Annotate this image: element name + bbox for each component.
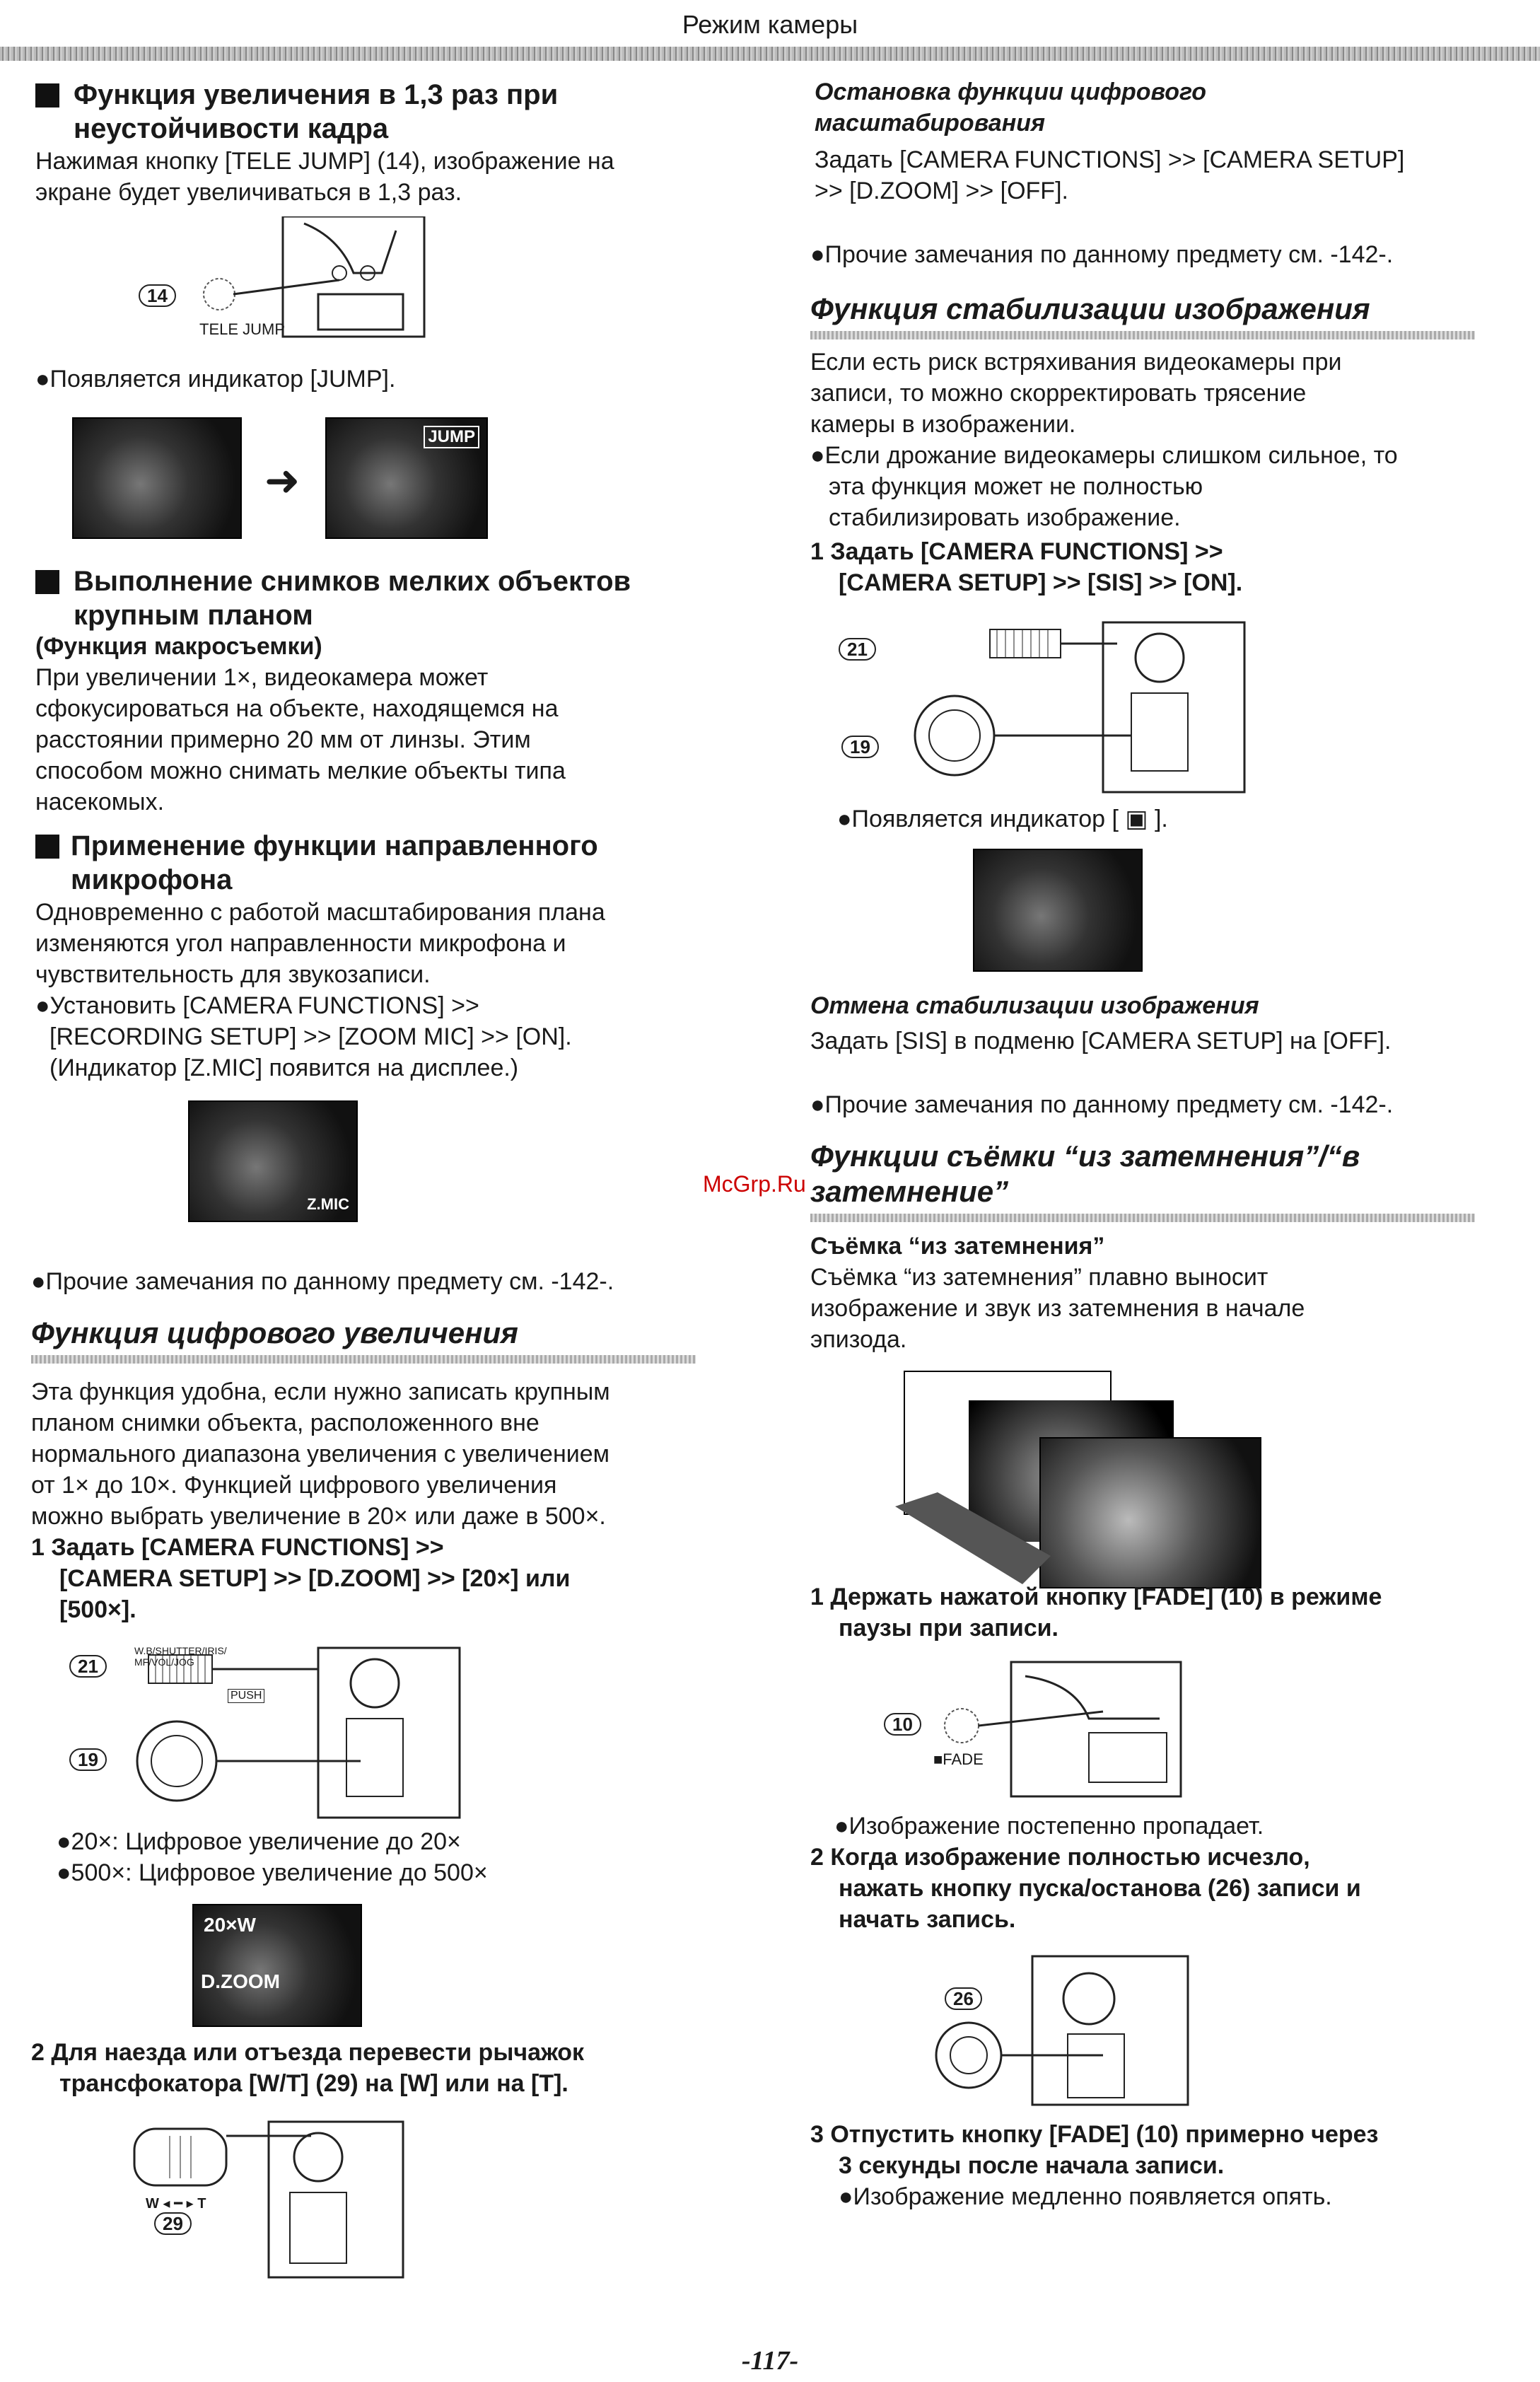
watermark: McGrp.Ru (703, 1171, 806, 1197)
step-1: 1 Держать нажатой кнопку [FADE] (10) в режиме (810, 1584, 1382, 1610)
section-title: неустойчивости кадра (74, 113, 389, 144)
paragraph: Съёмка “из затемнения” плавно выносит (810, 1264, 1268, 1291)
paragraph: способом можно снимать мелкие объекты типа (35, 757, 566, 784)
step-1-cont: [CAMERA SETUP] >> [D.ZOOM] >> [20×] или (59, 1565, 571, 1592)
bullet-text: ●Изображение постепенно пропадает. (834, 1813, 1264, 1840)
fade-arrow-icon (895, 1492, 1051, 1584)
button-number-29: 29 (154, 2212, 192, 2235)
subsection-title: Отмена стабилизации изображения (810, 992, 1259, 1019)
dial-illustration (834, 615, 1259, 799)
photo-after (325, 417, 488, 539)
dial-illustration (64, 1641, 474, 1825)
step-1-cont: [500×]. (59, 1596, 136, 1623)
paragraph: экране будет увеличиваться в 1,3 раз. (35, 179, 462, 206)
paragraph: Задать [CAMERA FUNCTIONS] >> [CAMERA SETUP] (815, 146, 1405, 173)
paragraph: >> [D.ZOOM] >> [OFF]. (815, 178, 1068, 204)
paragraph: записи, то можно скорректировать трясение (810, 380, 1307, 407)
zoom-indicator: 20×W (204, 1914, 256, 1936)
button-number-14: 14 (139, 284, 176, 307)
dzoom-indicator: D.ZOOM (201, 1970, 280, 1992)
section-title: Применение функции направленного (71, 830, 598, 861)
header-band (0, 47, 1540, 61)
bullet-text: ●20×: Цифровое увеличение до 20× (57, 1828, 461, 1855)
paragraph: изменяются угол направленности микрофона и (35, 930, 566, 957)
section-marker (35, 835, 59, 859)
paragraph: можно выбрать увеличение в 20× или даже в 500×. (31, 1503, 606, 1530)
subtitle: Съёмка “из затемнения” (810, 1233, 1105, 1260)
button-number-21: 21 (839, 638, 876, 661)
paragraph: стабилизировать изображение. (829, 504, 1181, 531)
button-number-10: 10 (884, 1713, 921, 1736)
note-text: ●Прочие замечания по данному предмету см. -142-. (31, 1268, 614, 1295)
step-1-cont: паузы при записи. (839, 1615, 1058, 1642)
note-text: ●Прочие замечания по данному предмету см. -142-. (810, 241, 1394, 268)
paragraph: камеры в изображении. (810, 411, 1076, 438)
paragraph: изображение и звук из затемнения в начале (810, 1295, 1305, 1322)
page-header (0, 0, 1540, 61)
paragraph: планом снимки объекта, расположенного вне (31, 1410, 539, 1436)
step-2-cont: нажать кнопку пуска/останова (26) записи и (839, 1875, 1361, 1902)
page-title: Режим камеры (682, 10, 858, 39)
step-3-cont: 3 секунды после начала записи. (839, 2152, 1225, 2179)
step-2: 2 Для наезда или отъезда перевести рычажок (31, 2039, 585, 2066)
bullet-text: ●Установить [CAMERA FUNCTIONS] >> (35, 992, 479, 1019)
section-marker (35, 83, 59, 108)
wt-label: W ◂ ━ ▸ T (146, 2196, 206, 2212)
paragraph: эта функция может не полностью (829, 473, 1203, 500)
fade-frame-front (1039, 1437, 1261, 1588)
paragraph: сфокусироваться на объекте, находящемся на (35, 695, 559, 722)
page-number: -117- (741, 2346, 799, 2376)
bullet-text: ●Если дрожание видеокамеры слишком сильное, то (810, 442, 1398, 469)
section-heading: Функция цифрового увеличения (31, 1316, 518, 1349)
record-button-illustration (926, 1949, 1195, 2112)
jump-indicator: JUMP (424, 426, 479, 448)
note-text: ●Прочие замечания по данному предмету см. -142-. (810, 1091, 1394, 1118)
step-1: 1 Задать [CAMERA FUNCTIONS] >> (810, 538, 1223, 565)
arrow-right-icon: ➜ (264, 457, 301, 504)
step-2: 2 Когда изображение полностью исчезло, (810, 1844, 1310, 1871)
paragraph: Эта функция удобна, если нужно записать крупным (31, 1378, 610, 1405)
bullet-text: ●Появляется индикатор [ ▣ ]. (837, 806, 1168, 832)
step-1: 1 Задать [CAMERA FUNCTIONS] >> (31, 1534, 444, 1561)
paragraph: Если есть риск встряхивания видеокамеры при (810, 349, 1342, 376)
button-number-19: 19 (841, 736, 879, 758)
heading-rule (810, 1214, 1475, 1222)
paragraph: Одновременно с работой масштабирования плана (35, 899, 605, 926)
push-label: PUSH (228, 1689, 264, 1703)
step-3: 3 Отпустить кнопку [FADE] (10) примерно через (810, 2121, 1379, 2148)
photo-zmic (188, 1100, 358, 1222)
button-number-26: 26 (945, 1987, 982, 2010)
paragraph: расстоянии примерно 20 мм от линзы. Этим (35, 726, 531, 753)
paragraph: (Индикатор [Z.MIC] появится на дисплее.) (49, 1055, 519, 1081)
step-2-cont: начать запись. (839, 1906, 1016, 1933)
bullet-text: ●500×: Цифровое увеличение до 500× (57, 1859, 488, 1886)
section-title: крупным планом (74, 600, 313, 631)
paragraph: Нажимая кнопку [TELE JUMP] (14), изображение на (35, 148, 614, 175)
photo-sis (973, 849, 1143, 972)
section-title: Выполнение снимков мелких объектов (74, 566, 631, 597)
tele-jump-label: TELE JUMP (199, 320, 286, 338)
photo-dzoom (192, 1904, 362, 2027)
dial-label: W.B/SHUTTER/IRIS/ MF/VOL/JOG (134, 1645, 227, 1668)
paragraph: от 1× до 10×. Функцией цифрового увеличения (31, 1472, 557, 1499)
paragraph: Задать [SIS] в подменю [CAMERA SETUP] на [OFF]. (810, 1028, 1392, 1055)
photo-before (72, 417, 242, 539)
zmic-indicator: Z.MIC (307, 1195, 349, 1213)
paragraph: эпизода. (810, 1326, 907, 1353)
bullet-text: ●Изображение медленно появляется опять. (839, 2183, 1332, 2210)
heading-rule (31, 1355, 696, 1364)
bullet-text: ●Появляется индикатор [JUMP]. (35, 366, 396, 393)
section-heading: Функции съёмки “из затемнения”/“в (810, 1139, 1360, 1173)
paragraph: [RECORDING SETUP] >> [ZOOM MIC] >> [ON]. (49, 1023, 572, 1050)
section-heading: Функция стабилизации изображения (810, 292, 1370, 325)
paragraph: чувствительность для звукозаписи. (35, 961, 431, 988)
section-title: Функция увеличения в 1,3 раз при (74, 79, 559, 110)
fade-button-illustration (877, 1655, 1188, 1803)
step-2-cont: трансфокатора [W/T] (29) на [W] или на [T]. (59, 2070, 568, 2097)
section-title: микрофона (71, 864, 233, 895)
fade-label: ■FADE (933, 1750, 984, 1768)
section-heading: затемнение” (810, 1175, 1009, 1208)
step-1-cont: [CAMERA SETUP] >> [SIS] >> [ON]. (839, 569, 1243, 596)
subsection-title: Остановка функции цифрового (815, 79, 1207, 105)
button-number-21: 21 (69, 1655, 107, 1678)
section-marker (35, 570, 59, 594)
paragraph: нормального диапазона увеличения с увеличением (31, 1441, 610, 1468)
heading-rule (810, 331, 1475, 339)
subsection-title: масштабирования (815, 110, 1046, 136)
button-number-19: 19 (69, 1748, 107, 1771)
paragraph: При увеличении 1×, видеокамера может (35, 664, 489, 691)
paragraph: насекомых. (35, 789, 165, 815)
subtitle: (Функция макросъемки) (35, 633, 322, 660)
